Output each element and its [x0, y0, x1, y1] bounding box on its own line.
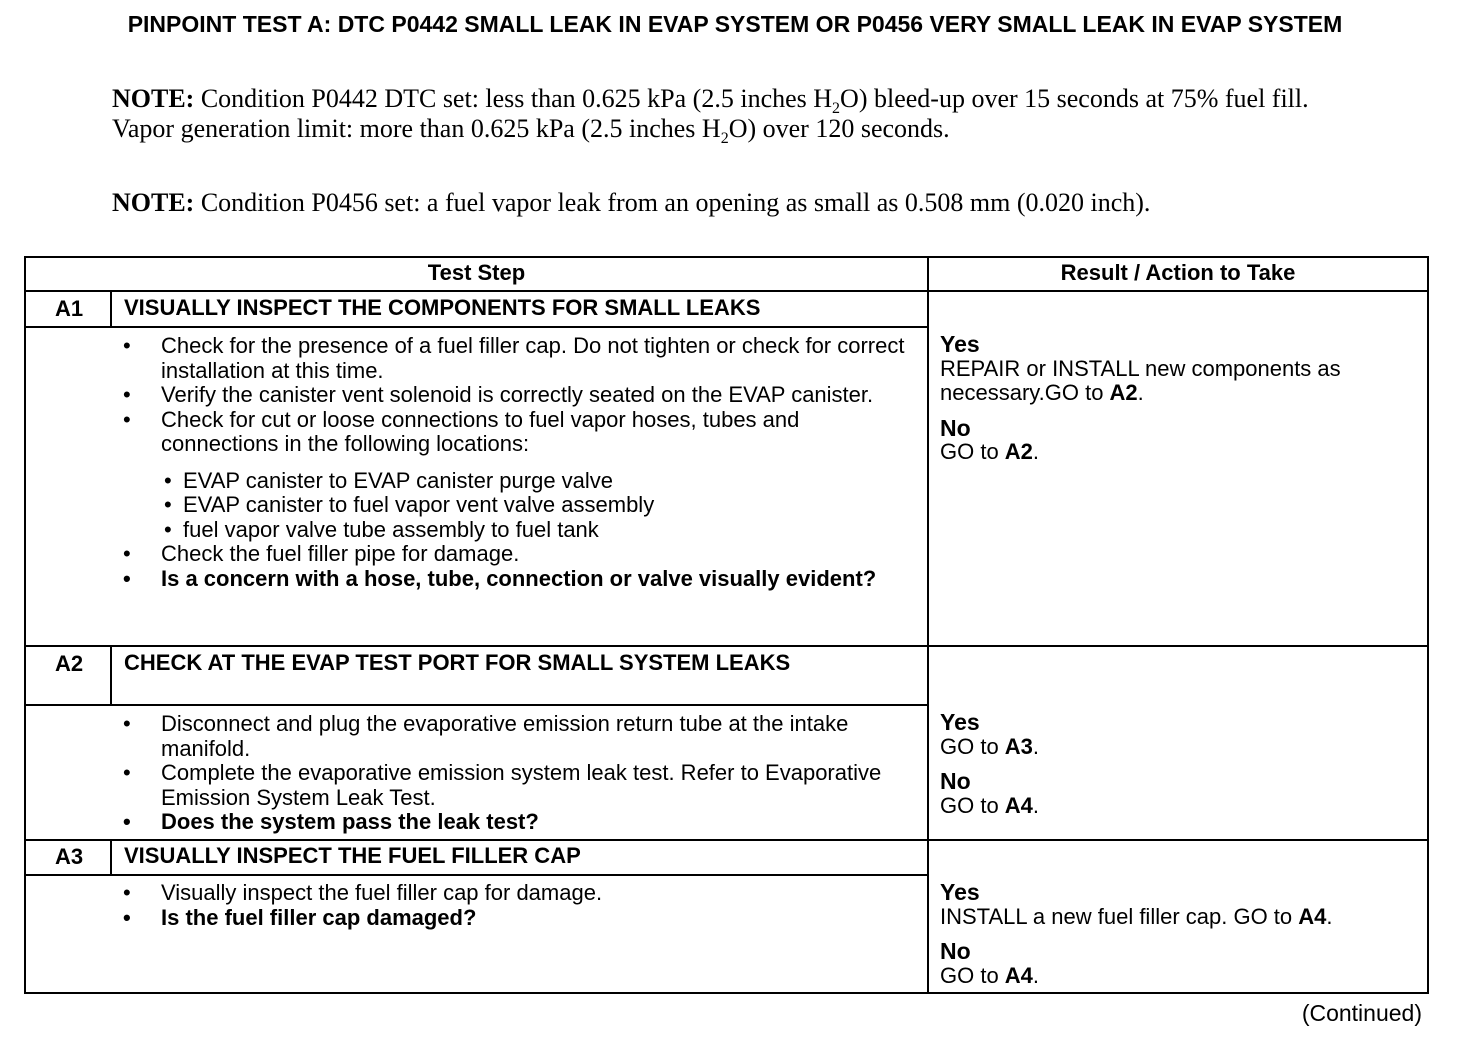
- header-divider: [26, 290, 1427, 292]
- yes-label: Yes: [940, 709, 980, 735]
- step-question: • Is the fuel filler cap damaged?: [116, 906, 916, 931]
- step-title-divider: [26, 326, 927, 328]
- list-item: • Visually inspect the fuel filler cap for damage.: [116, 881, 916, 906]
- page-title: PINPOINT TEST A: DTC P0442 SMALL LEAK IN EVAP SYSTEM OR P0456 VERY SMALL LEAK IN EVAP SYSTEM: [127, 11, 1343, 37]
- list-item: • Check for the presence of a fuel filler cap. Do not tighten or check for correct installation at this time.: [116, 334, 916, 383]
- no-label: No: [940, 938, 971, 964]
- step-result: [940, 880, 1425, 998]
- header-result: Result / Action to Take: [1060, 260, 1296, 285]
- step-id: A1: [54, 296, 84, 321]
- list-item: • EVAP canister to fuel vapor vent valve assembly: [116, 493, 916, 518]
- action-text: REPAIR or INSTALL new components as necessary.GO to: [940, 355, 1341, 405]
- header-test-step: Test Step: [427, 260, 526, 285]
- no-action: [940, 964, 1425, 989]
- note-text-part: O) over 120 seconds.: [728, 114, 950, 143]
- step-ref: A4: [1004, 962, 1033, 988]
- note-p0442: [112, 84, 1327, 148]
- yes-action: [940, 905, 1425, 930]
- step-title: CHECK AT THE EVAP TEST PORT FOR SMALL SYSTEM LEAKS: [124, 650, 791, 675]
- step-result: [940, 332, 1425, 475]
- action-tail: .: [1032, 733, 1040, 759]
- list-item: • Verify the canister vent solenoid is correctly seated on the EVAP canister.: [116, 383, 916, 408]
- step-instructions: [116, 712, 916, 835]
- note-p0456: [112, 188, 1327, 218]
- subscript: 2: [720, 130, 729, 148]
- step-title-divider: [26, 874, 927, 876]
- action-text: GO to: [940, 439, 1005, 464]
- continued-label: (Continued): [1301, 1000, 1422, 1026]
- step-ref: A4: [1298, 903, 1327, 929]
- action-text: GO to: [940, 792, 1005, 818]
- step-id: A3: [54, 844, 84, 869]
- action-text: INSTALL a new fuel filler cap. GO to: [940, 903, 1299, 929]
- step-result: [940, 710, 1425, 828]
- no-label: No: [940, 414, 971, 441]
- action-tail: .: [1326, 903, 1333, 929]
- no-label: No: [940, 768, 971, 794]
- list-item: • Disconnect and plug the evaporative emission return tube at the intake manifold.: [116, 712, 916, 761]
- note-label: NOTE:: [112, 84, 195, 113]
- list-item: • Check the fuel filler pipe for damage.: [116, 542, 916, 567]
- list-item: • EVAP canister to EVAP canister purge valve: [116, 469, 916, 494]
- action-text: GO to: [940, 962, 1005, 988]
- step-instructions: [116, 334, 916, 591]
- row-divider: [26, 645, 1427, 647]
- action-tail: .: [1032, 439, 1040, 464]
- list-item: • Complete the evaporative emission system leak test. Refer to Evaporative Emission System Leak Test.: [116, 761, 916, 810]
- step-instructions: [116, 881, 916, 930]
- note-text-part: Condition P0442 DTC set: less than 0.625 kPa (2.5 inches H: [200, 84, 833, 113]
- yes-label: Yes: [940, 879, 980, 905]
- step-title-divider: [26, 704, 927, 706]
- action-tail: .: [1032, 792, 1040, 818]
- row-divider: [26, 839, 1427, 841]
- step-ref: A2: [1004, 439, 1033, 464]
- step-title: VISUALLY INSPECT THE FUEL FILLER CAP: [124, 843, 581, 868]
- no-action: [940, 794, 1425, 819]
- pinpoint-test-table: [24, 256, 1429, 994]
- list-item: • fuel vapor valve tube assembly to fuel tank: [116, 518, 916, 543]
- yes-action: [940, 735, 1425, 760]
- action-tail: .: [1137, 380, 1144, 405]
- step-ref: A3: [1004, 733, 1033, 759]
- subscript: 2: [832, 100, 841, 118]
- note-text-part: O) bleed-up over 15 seconds at 75% fuel fill. Vapor generation limit: more than 0.625 kPa (2.5 inches H: [112, 84, 1309, 143]
- step-question: • Is a concern with a hose, tube, connection or valve visually evident?: [116, 567, 916, 592]
- step-ref: A2: [1109, 380, 1138, 405]
- action-tail: .: [1032, 962, 1040, 988]
- yes-label: Yes: [940, 331, 980, 357]
- step-title: VISUALLY INSPECT THE COMPONENTS FOR SMALL LEAKS: [124, 295, 761, 320]
- column-divider: [927, 258, 929, 992]
- note-label: NOTE:: [112, 188, 195, 217]
- step-id: A2: [54, 651, 84, 676]
- list-item: • Check for cut or loose connections to fuel vapor hoses, tubes and connections in the following locations:: [116, 408, 916, 457]
- step-ref: A4: [1004, 792, 1033, 818]
- no-action: [940, 440, 1425, 465]
- note-text: Condition P0456 set: a fuel vapor leak from an opening as small as 0.508 mm (0.020 inch).: [200, 188, 1151, 217]
- action-text: GO to: [940, 733, 1005, 759]
- step-question: • Does the system pass the leak test?: [116, 810, 916, 835]
- yes-action: [940, 357, 1425, 406]
